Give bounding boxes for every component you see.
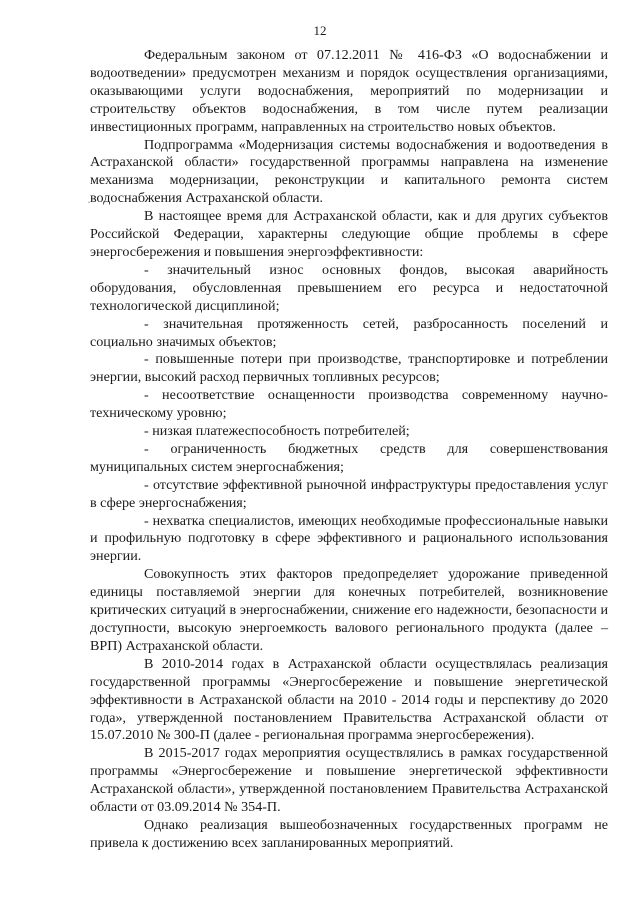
list-item-solvency: - низкая платежеспособность потребителей; — [144, 423, 410, 440]
list-item-budget: - ограниченность бюджетных средств для совершенствования муниципальных систем энергоснабжения; — [90, 440, 608, 475]
list-item-equipment: - несоответствие оснащенности производства современному научно-техническому уровню; — [90, 387, 608, 422]
paragraph-federal-law: Федеральным законом от 07.12.2011 № 416-ФЗ «О водоснабжении и водоотведении» предусмотрен механизм и порядок осуществления организациями, оказывающими услуги водоснабжения, мероприятий по модернизации и строительству объектов водоснабжения, в том числе путем реализации инвестиционных программ, направленных на строительство новых объектов. — [90, 47, 608, 135]
paragraph-factors: Совокупность этих факторов предопределяет удорожание приведенной единицы поставляемой энергии для конечных потребителей, возникновение критических ситуаций в энергоснабжении, снижение его надежности, безопасности и доступности, высокую энергоемкость валового регионального продукта (далее – ВРП) Астраханской области. — [90, 566, 608, 654]
paragraph-subprogram: Подпрограмма «Модернизация системы водоснабжения и водоотведения в Астраханской области» государственной программы направлена на изменение механизма модернизации, реконструкции и капитального ремонта систем водоснабжения Астраханской области. — [90, 136, 608, 207]
document-body — [90, 47, 608, 853]
list-item-losses: - повышенные потери при производстве, транспортировке и потреблении энергии, высокий расход первичных топливных ресурсов; — [90, 351, 608, 386]
list-item-networks: - значительная протяженность сетей, разбросанность поселений и социально значимых объектов; — [90, 315, 608, 350]
list-item-wear: - значительный износ основных фондов, высокая аварийность оборудования, обусловленная превышением его ресурса и недостаточной технологической дисциплиной; — [90, 261, 608, 314]
paragraph-program-2015-2017: В 2015-2017 годах мероприятия осуществлялись в рамках государственной программы «Энергосбережение и повышение энергетической эффективности Астраханской области», утвержденной постановлением Правительства Астраханской области от 03.09.2014 № 354-П. — [90, 745, 608, 816]
list-item-infrastructure: - отсутствие эффективной рыночной инфраструктуры предоставления услуг в сфере энергоснабжения; — [90, 476, 608, 511]
scan-artifact: · — [87, 195, 91, 209]
paragraph-program-2010-2014: В 2010-2014 годах в Астраханской области осуществлялась реализация государственной программы «Энергосбережение и повышение энергетической эффективности в Астраханской области на 2010 - 2014 годы и перспективу до 2020 года», утвержденной постановлением Правительства Астраханской области от 15.07.2010 № 300-П (далее - региональная программа энергосбережения). — [90, 655, 608, 744]
paragraph-conclusion: Однако реализация вышеобозначенных государственных программ не привела к достижению всех запланированных мероприятий. — [90, 816, 608, 851]
paragraph-current-problems: В настоящее время для Астраханской области, как и для других субъектов Российской Федерации, характерны следующие общие проблемы в сфере энергосбережения и повышения энергоэффективности: — [90, 208, 608, 260]
page-number: 12 — [313, 23, 327, 38]
list-item-specialists: - нехватка специалистов, имеющих необходимые профессиональные навыки и профильную подготовку в сфере эффективного и рационального использования энергии. — [90, 512, 608, 565]
